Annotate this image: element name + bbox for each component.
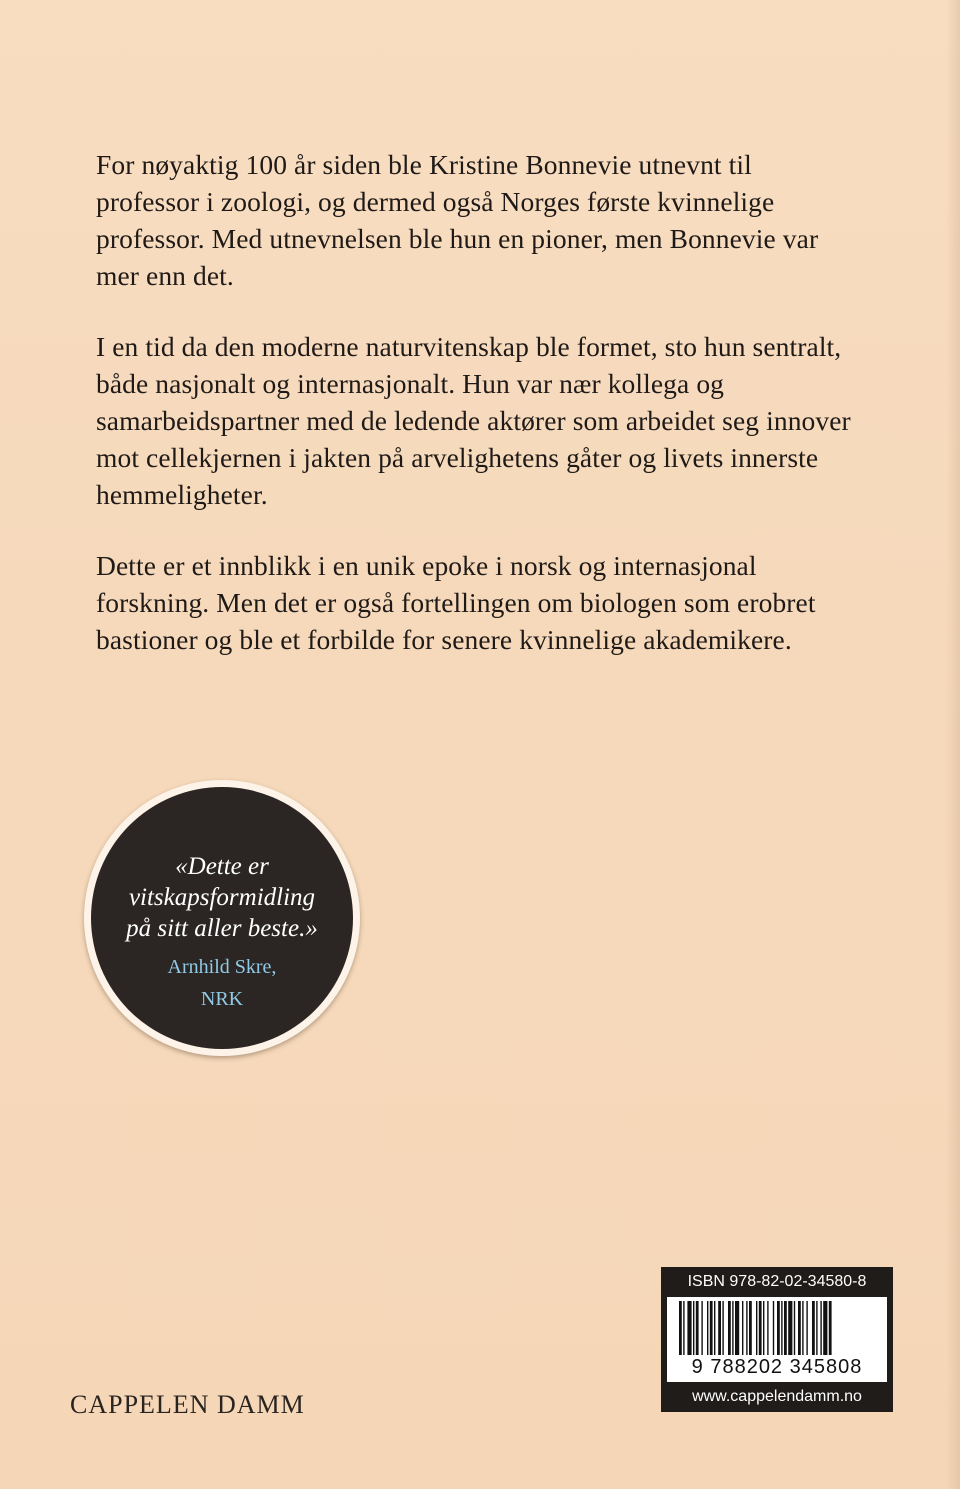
barcode-digits: 9 788202 345808 xyxy=(691,1356,863,1378)
review-attribution: Arnhild Skre, NRK xyxy=(167,956,277,1010)
publisher-logo: CAPPELEN DAMM xyxy=(70,1390,305,1419)
isbn-barcode-block xyxy=(661,1267,893,1412)
review-badge xyxy=(84,780,360,1056)
blurb-text xyxy=(96,146,856,692)
publisher-url: www.cappelendamm.no xyxy=(692,1388,862,1405)
blurb-paragraph-3: Dette er et innblikk i en unik epoke i norsk og internasjonal forskning. Men det er også fortellingen om biologen som erobret bastioner og ble et forbilde for senere kvinnelige akademikere. xyxy=(96,550,816,655)
isbn-number: ISBN 978-82-02-34580-8 xyxy=(687,1273,867,1290)
blurb-paragraph-2: I en tid da den moderne naturvitenskap ble formet, sto hun sentralt, både nasjonalt og internasjonalt. Hun var nær kollega og samarbeidspartner med de ledende aktører som arbeidet seg innover mot cellekjernen i jakten på arvelighetens gåter og livets innerste hemmeligheter. xyxy=(96,331,851,510)
barcode-area xyxy=(667,1297,887,1382)
review-badge-inner xyxy=(91,787,353,1049)
blurb-paragraph-1: For nøyaktig 100 år siden ble Kristine Bonnevie utnevnt til professor i zoologi, og dermed også Norges første kvinnelige professor. Med utnevnelsen ble hun en pioner, men Bonnevie var mer enn det. xyxy=(96,149,819,291)
review-quote: «Dette er vitskapsformidling på sitt aller beste.» xyxy=(126,853,318,942)
